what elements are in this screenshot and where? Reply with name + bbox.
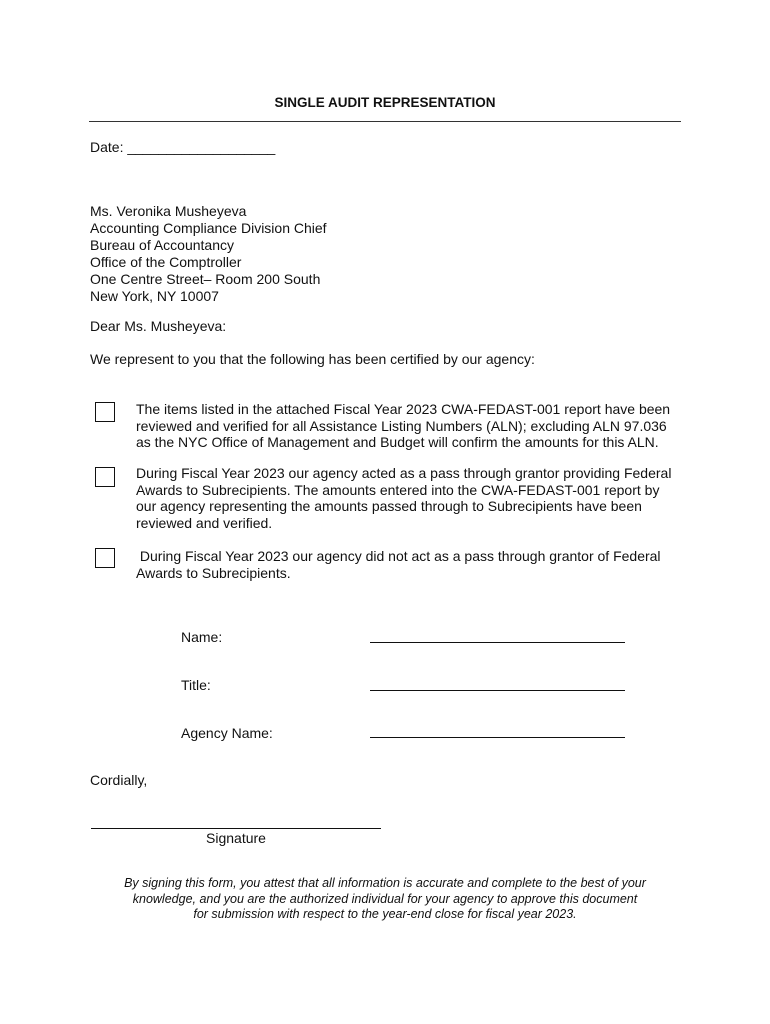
name-label: Name: [181,629,223,645]
option-line: reviewed and verified for all Assistance Listing Numbers (ALN); excluding ALN 97.036 [136,417,667,434]
option-3-checkbox[interactable] [95,548,115,568]
option-line: During Fiscal Year 2023 our agency acted as a pass through grantor providing Federal [136,465,672,481]
title-input-line[interactable] [370,690,625,691]
address-line: Ms. Veronika Musheyeva [90,203,247,219]
intro-statement: We represent to you that the following has been certified by our agency: [90,351,535,367]
title-divider [89,121,681,122]
salutation: Dear Ms. Musheyeva: [90,318,227,334]
note-line: knowledge, and you are the authorized individual for your agency to approve this document [132,891,638,906]
signature-label: Signature [206,830,266,846]
note-line: for submission with respect to the year-end close for fiscal year 2023. [193,907,577,921]
name-input-line[interactable] [370,642,625,643]
option-1-text [136,401,696,451]
address-line: Accounting Compliance Division Chief [90,220,327,236]
title-label: Title: [181,677,211,693]
option-line: Awards to Subrecipients. The amounts entered into the CWA-FEDAST-001 report by [136,481,660,498]
option-3-text [136,548,696,581]
option-1-checkbox[interactable] [95,402,115,422]
address-line: One Centre Street– Room 200 South [90,271,321,287]
signature-line[interactable] [91,828,381,829]
closing: Cordially, [90,772,148,788]
recipient-address [90,203,327,305]
option-line: reviewed and verified. [136,514,273,531]
date-field[interactable]: Date: ___________________ [90,139,276,155]
note-line: By signing this form, you attest that all information is accurate and complete to the best of your [124,876,646,890]
option-line: During Fiscal Year 2023 our agency did not act as a pass through grantor of Federal [136,548,661,564]
option-line: The items listed in the attached Fiscal Year 2023 CWA-FEDAST-001 report have been [136,401,671,417]
agency-name-input-line[interactable] [370,737,625,738]
option-2-text [136,465,696,531]
attestation-note [90,876,680,923]
agency-name-label: Agency Name: [181,725,273,741]
option-line: as the NYC Office of Management and Budget will confirm the amounts for this ALN. [136,434,659,450]
address-line: Office of the Comptroller [90,254,242,270]
option-2-checkbox[interactable] [95,467,115,487]
option-line: Awards to Subrecipients. [136,564,291,581]
document-title: SINGLE AUDIT REPRESENTATION [274,95,496,110]
address-line: Bureau of Accountancy [90,237,234,253]
address-line: New York, NY 10007 [90,288,219,304]
option-line: our agency representing the amounts passed through to Subrecipients have been [136,498,642,514]
